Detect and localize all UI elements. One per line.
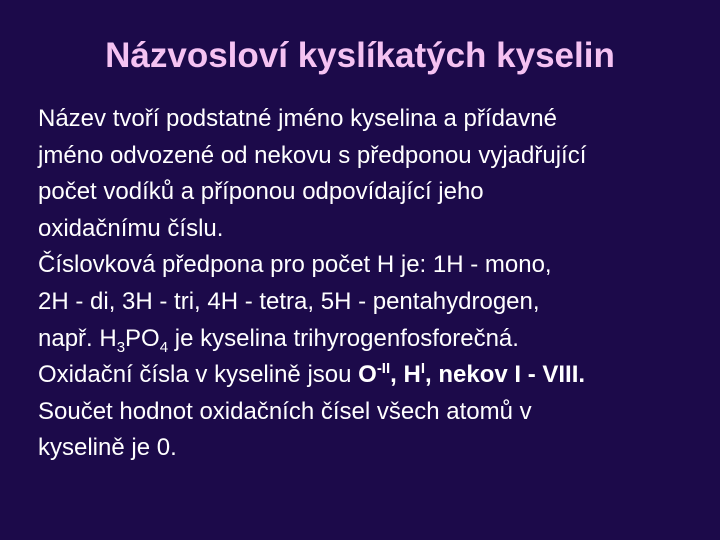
nonmetal-range: , nekov I - VIII. <box>425 361 586 389</box>
hydrogen-count-subscript: 3 <box>116 338 126 356</box>
oxidation-prefix: Oxidační čísla v kyselině jsou <box>38 361 359 389</box>
oxygen-symbol: O <box>358 361 377 389</box>
body-line-9: Součet hodnot oxidačních čísel všech atomů v <box>38 397 532 425</box>
formula-middle: PO <box>125 324 160 352</box>
body-line-4: oxidačnímu číslu. <box>38 214 224 242</box>
oxidation-values <box>358 361 585 388</box>
oxygen-oxidation-superscript: -II <box>376 360 391 378</box>
body-line-1: Název tvoří podstatné jméno kyselina a přídavné <box>38 105 557 132</box>
body-line-5: Číslovková předpona pro počet H je: 1H - mono, <box>38 251 552 279</box>
slide-body <box>38 101 698 467</box>
oxygen-count-subscript: 4 <box>159 338 169 356</box>
body-line-2: jméno odvozené od nekovu s předponou vyjadřující <box>38 141 587 169</box>
body-line-10: kyselině je 0. <box>38 434 177 462</box>
example-prefix: např. H <box>38 324 117 352</box>
body-line-3: počet vodíků a příponou odpovídající jeho <box>38 178 484 206</box>
body-line-6: 2H - di, 3H - tri, 4H - tetra, 5H - pentahydrogen, <box>38 287 540 315</box>
slide-title: Názvosloví kyslíkatých kyselin <box>105 36 615 75</box>
example-suffix: je kyselina trihyrogenfosforečná. <box>168 324 519 352</box>
hydrogen-symbol: , H <box>390 361 421 389</box>
hydrogen-oxidation-superscript: I <box>420 360 425 378</box>
body-line-7 <box>38 321 698 358</box>
body-line-8 <box>38 357 698 394</box>
